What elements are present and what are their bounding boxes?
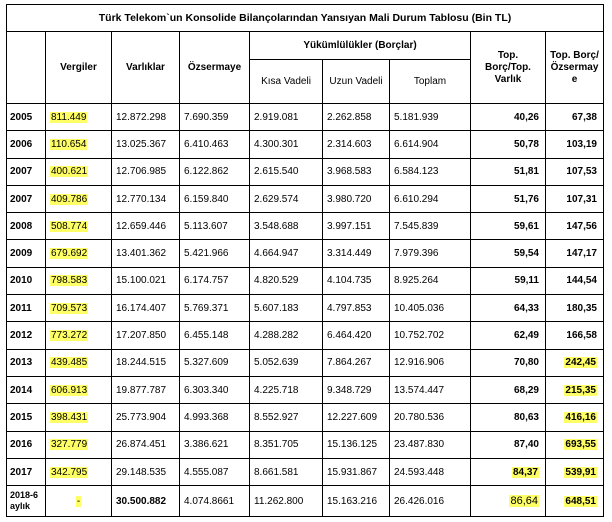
- cell-vergiler: [46, 131, 112, 158]
- table-row: [7, 376, 604, 403]
- cell-year: 2017: [7, 458, 46, 485]
- cell-toplam: 10.405.036: [390, 295, 471, 322]
- cell-toplam: 10.752.702: [390, 322, 471, 349]
- header-toplam: Toplam: [390, 60, 471, 104]
- cell-vergiler: [46, 185, 112, 212]
- cell-varliklar: 12.706.985: [112, 158, 180, 185]
- cell-year: 2006: [7, 131, 46, 158]
- cell-vergiler: [46, 458, 112, 485]
- cell-varliklar: 30.500.882: [112, 486, 180, 517]
- cell-ozsermaye: 6.455.148: [180, 322, 250, 349]
- cell-ozsermaye: 6.410.463: [180, 131, 250, 158]
- cell-uzun-vadeli: 4.797.853: [323, 295, 390, 322]
- cell-varliklar: 29.148.535: [112, 458, 180, 485]
- cell-vergiler: [46, 158, 112, 185]
- cell-ozsermaye: 3.386.621: [180, 431, 250, 458]
- cell-vergiler: [46, 213, 112, 240]
- cell-toplam: 20.780.536: [390, 404, 471, 431]
- cell-year: 2016: [7, 431, 46, 458]
- cell-vergiler: [46, 431, 112, 458]
- cell-year: 2011: [7, 295, 46, 322]
- cell-vergiler: [46, 349, 112, 376]
- cell-kisa-vadeli: 8.351.705: [250, 431, 323, 458]
- cell-ozsermaye: 5.327.609: [180, 349, 250, 376]
- cell-year: 2005: [7, 104, 46, 131]
- cell-varliklar: 13.401.362: [112, 240, 180, 267]
- cell-kisa-vadeli: 4.664.947: [250, 240, 323, 267]
- cell-borc-varlik: 50,78: [471, 131, 546, 158]
- header-vergiler: Vergiler: [46, 32, 112, 104]
- cell-toplam: 6.614.904: [390, 131, 471, 158]
- cell-borc-ozsermaye: [546, 349, 604, 376]
- cell-vergiler-highlight: 773.272: [51, 330, 88, 342]
- cell-ozsermaye: 6.303.340: [180, 376, 250, 403]
- cell-toplam: 23.487.830: [390, 431, 471, 458]
- header-varliklar: Varlıklar: [112, 32, 180, 104]
- cell-vergiler: [46, 486, 112, 517]
- cell-kisa-vadeli: 4.300.301: [250, 131, 323, 158]
- cell-kisa-vadeli: 2.615.540: [250, 158, 323, 185]
- cell-kisa-vadeli: 5.052.639: [250, 349, 323, 376]
- table-row: [7, 404, 604, 431]
- cell-vergiler-highlight: 110.654: [51, 138, 87, 150]
- cell-ozsermaye: 4.555.087: [180, 458, 250, 485]
- cell-vergiler-highlight: 606.913: [51, 384, 88, 396]
- cell-borc-varlik-highlight: 86,64: [510, 495, 538, 508]
- cell-borc-varlik: 70,80: [471, 349, 546, 376]
- header-uzun-vadeli: Uzun Vadeli: [323, 60, 390, 104]
- cell-varliklar: 16.174.407: [112, 295, 180, 322]
- cell-uzun-vadeli: 3.997.151: [323, 213, 390, 240]
- cell-ozsermaye: 5.113.607: [180, 213, 250, 240]
- cell-borc-ozsermaye-highlight: 242,45: [565, 357, 596, 369]
- cell-ozsermaye: 4.993.368: [180, 404, 250, 431]
- table-row-2018: [7, 486, 604, 517]
- cell-borc-varlik: 62,49: [471, 322, 546, 349]
- cell-vergiler-highlight: 400.621: [51, 166, 88, 178]
- cell-borc-ozsermaye-highlight: 539,91: [565, 466, 596, 478]
- cell-borc-ozsermaye: [546, 376, 604, 403]
- cell-borc-varlik: 59,61: [471, 213, 546, 240]
- cell-varliklar: 25.773.904: [112, 404, 180, 431]
- cell-vergiler-highlight: 679.692: [51, 248, 88, 260]
- cell-year: 2010: [7, 267, 46, 294]
- cell-vergiler: [46, 104, 112, 131]
- cell-year: 2014: [7, 376, 46, 403]
- table-row: [7, 349, 604, 376]
- cell-toplam: 7.545.839: [390, 213, 471, 240]
- cell-varliklar: 12.872.298: [112, 104, 180, 131]
- cell-borc-ozsermaye-highlight: 648,51: [565, 495, 596, 507]
- cell-varliklar: 15.100.021: [112, 267, 180, 294]
- cell-vergiler: [46, 404, 112, 431]
- cell-borc-varlik: [471, 458, 546, 485]
- cell-kisa-vadeli: 11.262.800: [250, 486, 323, 517]
- table-row: [7, 295, 604, 322]
- cell-toplam: 24.593.448: [390, 458, 471, 485]
- cell-uzun-vadeli: 2.262.858: [323, 104, 390, 131]
- cell-borc-varlik: 40,26: [471, 104, 546, 131]
- header-top-borc-ozsermaye: Top. Borç/ Özsermay e: [546, 32, 604, 104]
- cell-year: 2015: [7, 404, 46, 431]
- cell-vergiler-highlight: 811.449: [51, 111, 87, 123]
- cell-kisa-vadeli: 2.629.574: [250, 185, 323, 212]
- cell-borc-ozsermaye-highlight: 693,55: [565, 439, 596, 451]
- cell-ozsermaye: 7.690.359: [180, 104, 250, 131]
- cell-borc-ozsermaye: 166,58: [546, 322, 604, 349]
- cell-ozsermaye: 5.421.966: [180, 240, 250, 267]
- cell-borc-varlik: [471, 486, 546, 517]
- header-ozsermaye: Özsermaye: [180, 32, 250, 104]
- cell-borc-ozsermaye: [546, 431, 604, 458]
- cell-vergiler-highlight: -: [76, 495, 81, 507]
- cell-borc-varlik: 59,11: [471, 267, 546, 294]
- cell-kisa-vadeli: 8.661.581: [250, 458, 323, 485]
- cell-kisa-vadeli: 2.919.081: [250, 104, 323, 131]
- cell-borc-varlik-highlight: 84,37: [512, 466, 538, 478]
- cell-vergiler: [46, 240, 112, 267]
- table-row: [7, 322, 604, 349]
- cell-year: 2018-6 aylık: [7, 486, 46, 517]
- table-row: [7, 213, 604, 240]
- cell-borc-ozsermaye-highlight: 215,35: [565, 384, 596, 396]
- cell-year: 2008: [7, 213, 46, 240]
- table-body: [7, 104, 604, 517]
- cell-ozsermaye: 5.769.371: [180, 295, 250, 322]
- cell-ozsermaye: 6.122.862: [180, 158, 250, 185]
- cell-kisa-vadeli: 4.225.718: [250, 376, 323, 403]
- cell-uzun-vadeli: 4.104.735: [323, 267, 390, 294]
- cell-uzun-vadeli: 3.980.720: [323, 185, 390, 212]
- table-row: [7, 431, 604, 458]
- table-row: [7, 185, 604, 212]
- cell-borc-ozsermaye: 107,31: [546, 185, 604, 212]
- cell-vergiler: [46, 376, 112, 403]
- cell-ozsermaye: 6.159.840: [180, 185, 250, 212]
- cell-uzun-vadeli: 3.314.449: [323, 240, 390, 267]
- header-kisa-vadeli: Kısa Vadeli: [250, 60, 323, 104]
- cell-borc-varlik: 51,81: [471, 158, 546, 185]
- cell-vergiler-highlight: 709.573: [51, 302, 88, 314]
- cell-vergiler-highlight: 508.774: [51, 220, 88, 232]
- cell-borc-varlik: 64,33: [471, 295, 546, 322]
- cell-toplam: 8.925.264: [390, 267, 471, 294]
- cell-vergiler: [46, 267, 112, 294]
- header-empty: [7, 32, 46, 104]
- cell-uzun-vadeli: 7.864.267: [323, 349, 390, 376]
- table-row: [7, 458, 604, 485]
- cell-varliklar: 19.877.787: [112, 376, 180, 403]
- table-row: [7, 131, 604, 158]
- cell-borc-varlik: 80,63: [471, 404, 546, 431]
- cell-vergiler-highlight: 342.795: [51, 466, 88, 478]
- cell-varliklar: 12.659.446: [112, 213, 180, 240]
- table-row: [7, 240, 604, 267]
- table-row: [7, 104, 604, 131]
- cell-toplam: 7.979.396: [390, 240, 471, 267]
- cell-toplam: 6.584.123: [390, 158, 471, 185]
- cell-varliklar: 18.244.515: [112, 349, 180, 376]
- cell-uzun-vadeli: 3.968.583: [323, 158, 390, 185]
- cell-uzun-vadeli: 15.163.216: [323, 486, 390, 517]
- cell-ozsermaye: 4.074.8661: [180, 486, 250, 517]
- cell-varliklar: 13.025.367: [112, 131, 180, 158]
- cell-toplam: 12.916.906: [390, 349, 471, 376]
- cell-uzun-vadeli: 15.931.867: [323, 458, 390, 485]
- cell-borc-varlik: 51,76: [471, 185, 546, 212]
- cell-borc-ozsermaye: 67,38: [546, 104, 604, 131]
- cell-ozsermaye: 6.174.757: [180, 267, 250, 294]
- cell-uzun-vadeli: 15.136.125: [323, 431, 390, 458]
- cell-toplam: 13.574.447: [390, 376, 471, 403]
- cell-kisa-vadeli: 5.607.183: [250, 295, 323, 322]
- table-title: Türk Telekom`un Konsolide Bilançolarından Yansıyan Mali Durum Tablosu (Bin TL): [7, 5, 604, 32]
- financial-table: [6, 4, 604, 517]
- cell-varliklar: 26.874.451: [112, 431, 180, 458]
- cell-varliklar: 17.207.850: [112, 322, 180, 349]
- cell-uzun-vadeli: 2.314.603: [323, 131, 390, 158]
- cell-borc-ozsermaye: [546, 458, 604, 485]
- header-top-borc-varlik: Top. Borç/Top. Varlık: [471, 32, 546, 104]
- cell-year: 2009: [7, 240, 46, 267]
- cell-borc-varlik: 68,29: [471, 376, 546, 403]
- table-row: [7, 267, 604, 294]
- cell-borc-ozsermaye: [546, 404, 604, 431]
- cell-uzun-vadeli: 12.227.609: [323, 404, 390, 431]
- cell-borc-ozsermaye: 144,54: [546, 267, 604, 294]
- cell-toplam: 5.181.939: [390, 104, 471, 131]
- cell-vergiler-highlight: 439.485: [51, 357, 88, 369]
- cell-varliklar: 12.770.134: [112, 185, 180, 212]
- cell-year: 2012: [7, 322, 46, 349]
- cell-uzun-vadeli: 9.348.729: [323, 376, 390, 403]
- cell-borc-ozsermaye: 107,53: [546, 158, 604, 185]
- cell-borc-ozsermaye: 103,19: [546, 131, 604, 158]
- cell-year: 2007: [7, 185, 46, 212]
- cell-borc-ozsermaye: 147,17: [546, 240, 604, 267]
- cell-borc-varlik: 59,54: [471, 240, 546, 267]
- table-row: [7, 158, 604, 185]
- cell-borc-ozsermaye: [546, 486, 604, 517]
- cell-toplam: 6.610.294: [390, 185, 471, 212]
- cell-year: 2013: [7, 349, 46, 376]
- cell-vergiler-highlight: 409.786: [51, 193, 88, 205]
- cell-borc-ozsermaye-highlight: 416,16: [565, 411, 596, 423]
- cell-vergiler-highlight: 398.431: [51, 411, 88, 423]
- cell-vergiler-highlight: 327.779: [51, 439, 88, 451]
- cell-kisa-vadeli: 4.288.282: [250, 322, 323, 349]
- cell-kisa-vadeli: 4.820.529: [250, 267, 323, 294]
- header-yukumlulukler: Yükümlülükler (Borçlar): [250, 32, 471, 60]
- cell-vergiler-highlight: 798.583: [51, 275, 88, 287]
- cell-kisa-vadeli: 3.548.688: [250, 213, 323, 240]
- cell-uzun-vadeli: 6.464.420: [323, 322, 390, 349]
- cell-kisa-vadeli: 8.552.927: [250, 404, 323, 431]
- cell-borc-ozsermaye: 180,35: [546, 295, 604, 322]
- cell-year: 2007: [7, 158, 46, 185]
- cell-borc-varlik: 87,40: [471, 431, 546, 458]
- cell-vergiler: [46, 295, 112, 322]
- cell-vergiler: [46, 322, 112, 349]
- cell-toplam: 26.426.016: [390, 486, 471, 517]
- cell-borc-ozsermaye: 147,56: [546, 213, 604, 240]
